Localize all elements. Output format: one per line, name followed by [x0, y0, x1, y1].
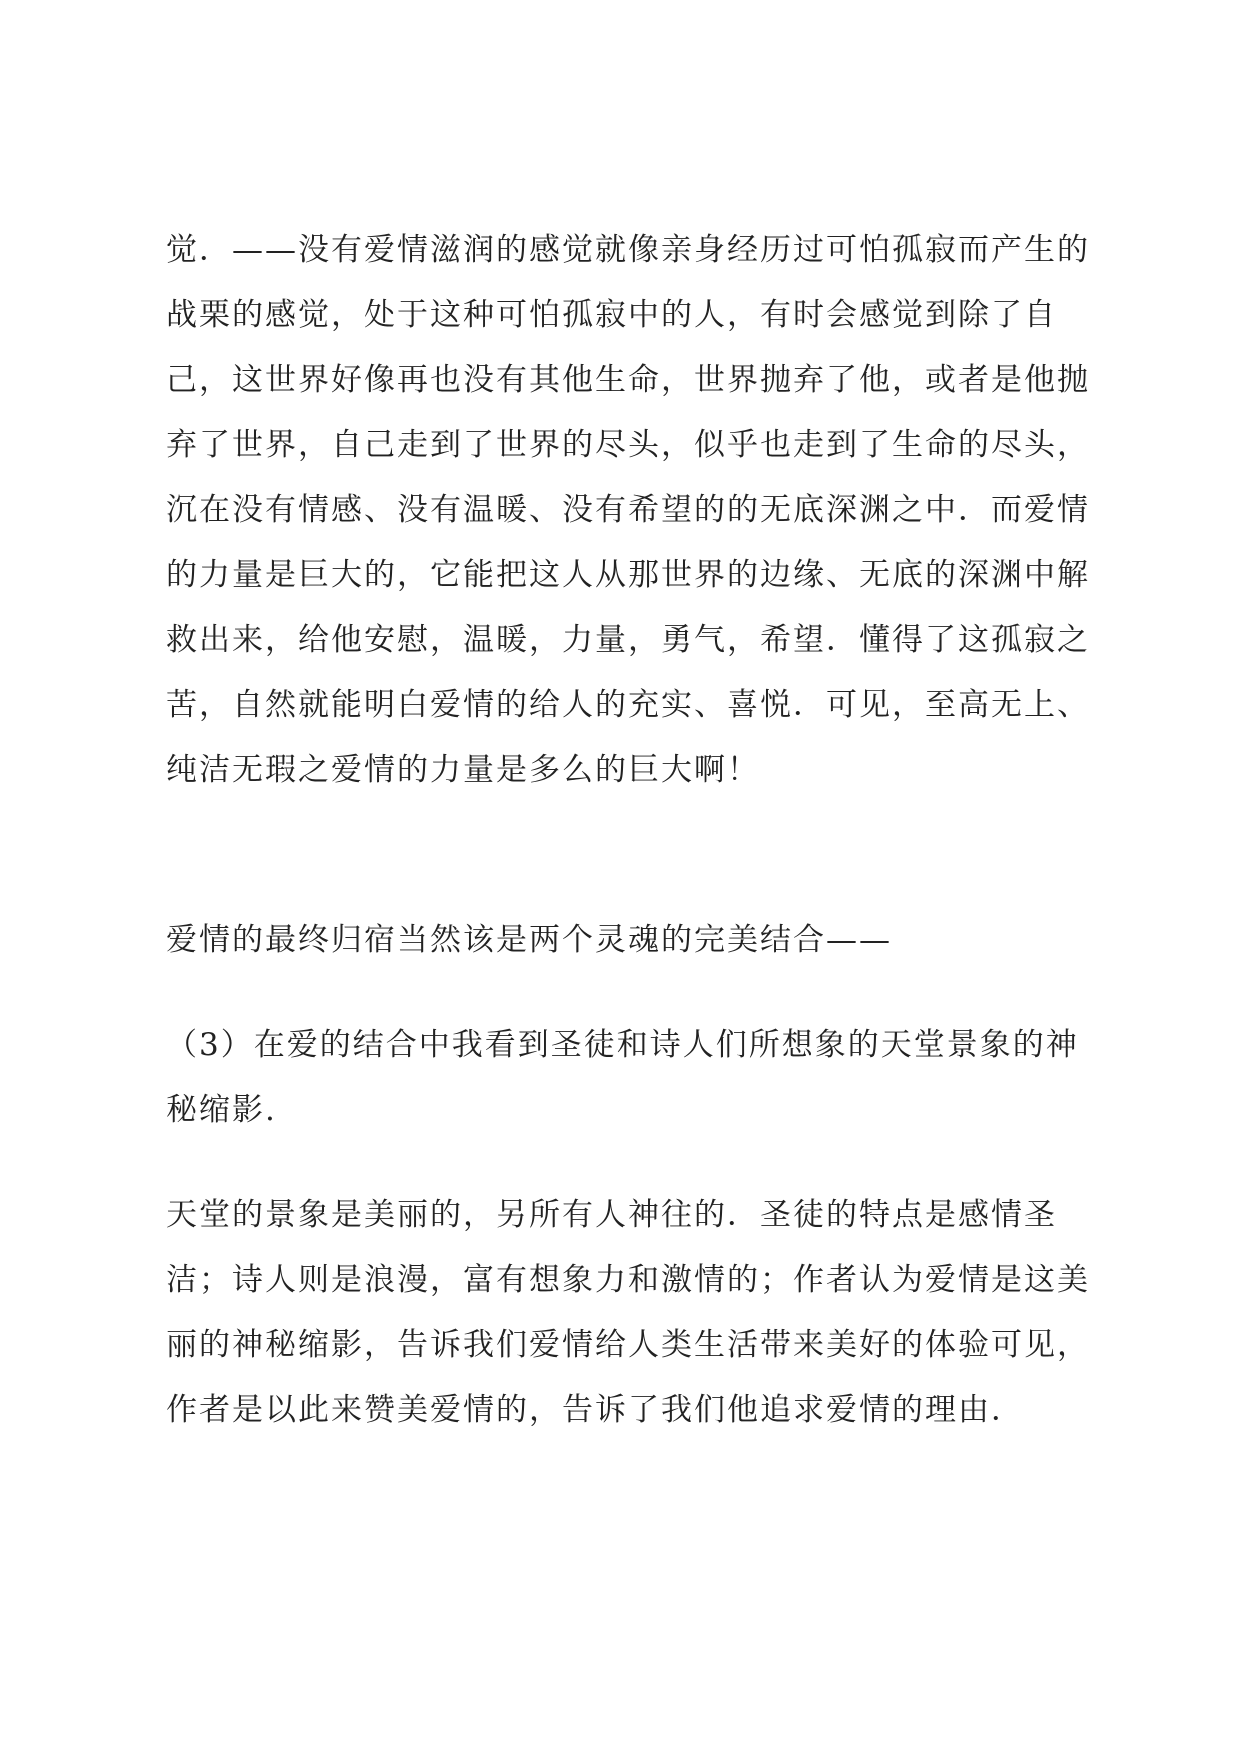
- paragraph-4-line-4: 作者是以此来赞美爱情的，告诉了我们他追求爱情的理由．: [166, 1392, 1024, 1428]
- paragraph-1-line-7: 救出来，给他安慰，温暖，力量，勇气，希望．懂得了这孤寂之: [166, 622, 1090, 658]
- paragraph-4-line-1: 天堂的景象是美丽的，另所有人神往的．圣徒的特点是感情圣: [166, 1197, 1057, 1233]
- paragraph-4-line-2: 洁；诗人则是浪漫，富有想象力和激情的；作者认为爱情是这美: [166, 1262, 1090, 1298]
- paragraph-1-line-1: 觉．——没有爱情滋润的感觉就像亲身经历过可怕孤寂而产生的: [166, 232, 1090, 268]
- paragraph-1-line-3: 己，这世界好像再也没有其他生命，世界抛弃了他，或者是他抛: [166, 362, 1090, 398]
- paragraph-3-line-2: 秘缩影.: [166, 1092, 277, 1128]
- paragraph-3-line-1: （3）在爱的结合中我看到圣徒和诗人们所想象的天堂景象的神: [166, 1027, 1079, 1063]
- paragraph-2-line-1: 爱情的最终归宿当然该是两个灵魂的完美结合——: [166, 922, 892, 958]
- paragraph-1-line-6: 的力量是巨大的，它能把这人从那世界的边缘、无底的深渊中解: [166, 557, 1090, 593]
- paragraph-1-line-2: 战栗的感觉，处于这种可怕孤寂中的人，有时会感觉到除了自: [166, 297, 1057, 333]
- paragraph-4-line-3: 丽的神秘缩影，告诉我们爱情给人类生活带来美好的体验可见，: [166, 1327, 1090, 1363]
- paragraph-1-line-9: 纯洁无瑕之爱情的力量是多么的巨大啊！: [166, 752, 760, 788]
- paragraph-1-line-8: 苦，自然就能明白爱情的给人的充实、喜悦．可见，至高无上、: [166, 687, 1090, 723]
- paragraph-1-line-5: 沉在没有情感、没有温暖、没有希望的的无底深渊之中．而爱情: [166, 492, 1090, 528]
- paragraph-1-line-4: 弃了世界，自己走到了世界的尽头，似乎也走到了生命的尽头，: [166, 427, 1090, 463]
